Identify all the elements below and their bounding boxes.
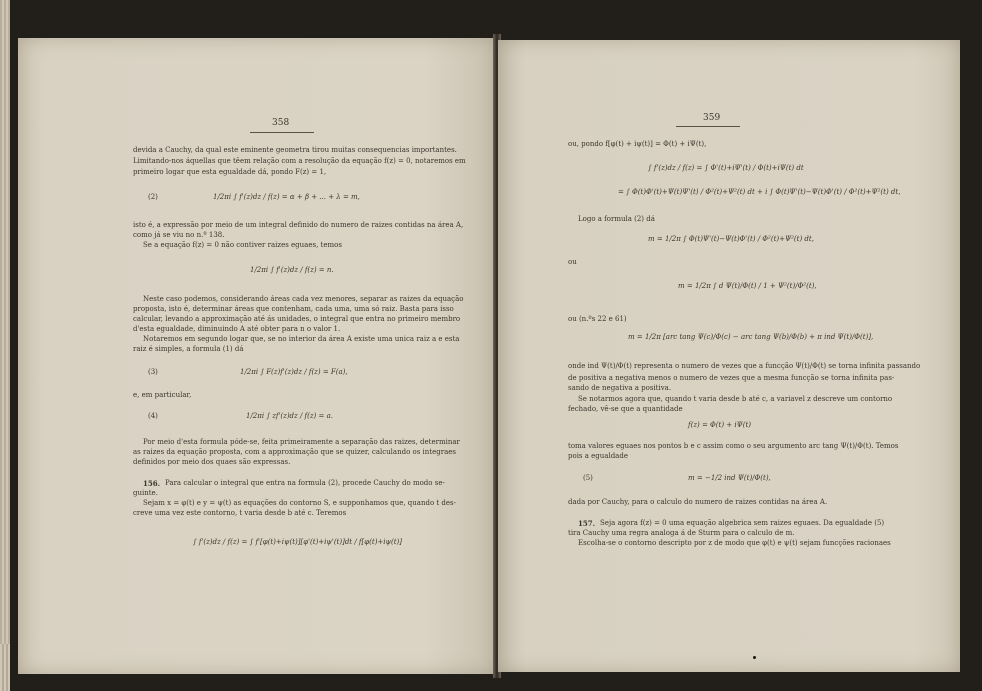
equation: f(z) = Φ(t) + iΨ(t) [688, 421, 752, 429]
text-line: proposta, isto é, determinar áreas que contenham, cada uma, uma só raiz. Basta para isso [133, 305, 454, 313]
text-line: e, em particular, [133, 391, 192, 399]
equation-label: (4) [148, 412, 158, 420]
text-line: como já se viu no n.º 138. [133, 231, 225, 239]
equation: ∫ f'(z)dz / f(z) = ∫ Φ'(t)+iΨ'(t) / Φ(t)+iΨ(t) dt [648, 164, 804, 172]
text-line: dada por Cauchy, para o calculo do numero de raizes contidas na área A. [568, 498, 828, 506]
text-line: ou (n.ºs 22 e 61) [568, 315, 627, 323]
section-number: 157. [578, 519, 596, 528]
equation: m = −1/2 ind Ψ(t)/Φ(t), [688, 474, 771, 482]
section-number: 156. [143, 479, 161, 488]
text-line: guinte. [133, 489, 158, 497]
left-page-edges [0, 0, 10, 644]
equation: ∫ f'(z)dz / f(z) = ∫ f'[φ(t)+iψ(t)][φ'(t)+iψ'(t)]dt / f[φ(t)+iψ(t)] [193, 538, 403, 546]
equation: 1/2πi ∫ F(z)f'(z)dz / f(z) = F(a), [240, 368, 348, 376]
text-line: ou [568, 258, 577, 266]
text-line: isto é, a expressão por meio de um integral definido do numero de raizes contidas na área A, [133, 221, 464, 229]
text-line: calcular, levando a approximação até ás unidades, o integral que entra no primeiro membro [133, 315, 461, 323]
equation: m = 1/2π [arc tang Ψ(c)/Φ(c) − arc tang Ψ(b)/Φ(b) + π ind Ψ(t)/Φ(t)], [628, 333, 874, 341]
text-line: as raizes da equação proposta, com a approximação que se quizer, calculando os integraes [133, 448, 456, 456]
text-line: ou, pondo f[φ(t) + iψ(t)] = Φ(t) + iΨ(t), [568, 140, 707, 148]
text-line: de positiva a negativa menos o numero de vezes que a mesma funcção se torna infinita pas- [568, 374, 895, 382]
text-line: toma valores eguaes nos pontos b e c assim como o seu argumento arc tang Ψ(t)/Φ(t). Temos [568, 442, 899, 450]
equation: m = 1/2π ∫ d Ψ(t)/Φ(t) / 1 + Ψ²(t)/Φ²(t), [678, 282, 817, 290]
text-line: devida a Cauchy, da qual este eminente geometra tirou muitas consequencias importantes. [133, 146, 457, 154]
text-line: Sejam x = φ(t) e y = ψ(t) as equações do contorno S, e supponhamos que, quando t des- [143, 499, 457, 507]
text-line: tira Cauchy uma regra analoga á de Sturm para o calculo de m. [568, 529, 795, 537]
right-page-edges [0, 644, 10, 691]
text-line: raiz é simples, a formula (1) dá [133, 345, 244, 353]
text-line: definidos por meio dos quaes são expressas. [133, 458, 291, 466]
text-line: Neste caso podemos, considerando áreas cada vez menores, separar as raizes da equação [143, 295, 464, 303]
page-number: 359 [703, 113, 721, 123]
equation: = ∫ Φ(t)Φ'(t)+Ψ(t)Ψ'(t) / Φ²(t)+Ψ²(t) dt + i ∫ Φ(t)Ψ'(t)−Ψ(t)Φ'(t) / Φ²(t)+Ψ²(t) dt, [618, 188, 901, 196]
left-page [18, 38, 496, 674]
equation: 1/2πi ∫ zf'(z)dz / f(z) = a. [246, 412, 333, 420]
text-line: Notaremos em segundo logar que, se no interior da área A existe uma unica raiz a e esta [143, 335, 460, 343]
text-line: Limitando-nos áquellas que têem relação com a resolução da equação f(z) = 0, notaremos em [133, 157, 466, 165]
equation-label: (5) [583, 474, 593, 482]
text-line: fechado, vê-se que a quantidade [568, 405, 683, 413]
text-line: Se notarmos agora que, quando t varia desde b até c, a variavel z descreve um contorno [578, 395, 893, 403]
equation-label: (3) [148, 368, 158, 376]
text-line: Se a equação f(z) = 0 não contiver raizes eguaes, temos [143, 241, 342, 249]
ink-speck [753, 656, 756, 659]
header-rule [676, 126, 740, 127]
text-line: pois a egualdade [568, 452, 628, 460]
text-line: sando de negativa a positiva. [568, 384, 672, 392]
text-line: onde ind Ψ(t)/Φ(t) representa o numero de vezes que a funcção Ψ(t)/Φ(t) se torna infinita passando [568, 362, 921, 370]
equation: m = 1/2π ∫ Φ(t)Ψ'(t)−Ψ(t)Φ'(t) / Φ²(t)+Ψ²(t) dt, [648, 235, 814, 243]
equation: 1/2πi ∫ f'(z)dz / f(z) = α + β + ... + λ = m, [213, 193, 360, 201]
text-line: Por meio d'esta formula póde-se, feita primeiramente a separação das raizes, determinar [143, 438, 460, 446]
equation-label: (2) [148, 193, 158, 201]
text-line: Para calcular o integral que entra na formula (2), procede Cauchy do modo se- [165, 479, 445, 487]
text-line: d'esta egualdade, diminuindo A até obter para n o valor 1. [133, 325, 341, 333]
text-line: Escolha-se o contorno descripto por z de modo que φ(t) e ψ(t) sejam funcções racionaes [578, 539, 891, 547]
header-rule [250, 132, 314, 133]
text-line: creve uma vez este contorno, t varia desde b até c. Teremos [133, 509, 347, 517]
equation: 1/2πi ∫ f'(z)dz / f(z) = n. [250, 266, 334, 274]
right-page [498, 40, 960, 672]
text-line: Seja agora f(z) = 0 uma equação algebrica sem raizes eguaes. Da egualdade (5) [600, 519, 885, 527]
text-line: primeiro logar que esta egualdade dá, pondo F(z) = 1, [133, 168, 327, 176]
text-line: Logo a formula (2) dá [578, 215, 655, 223]
page-number: 358 [272, 118, 290, 128]
